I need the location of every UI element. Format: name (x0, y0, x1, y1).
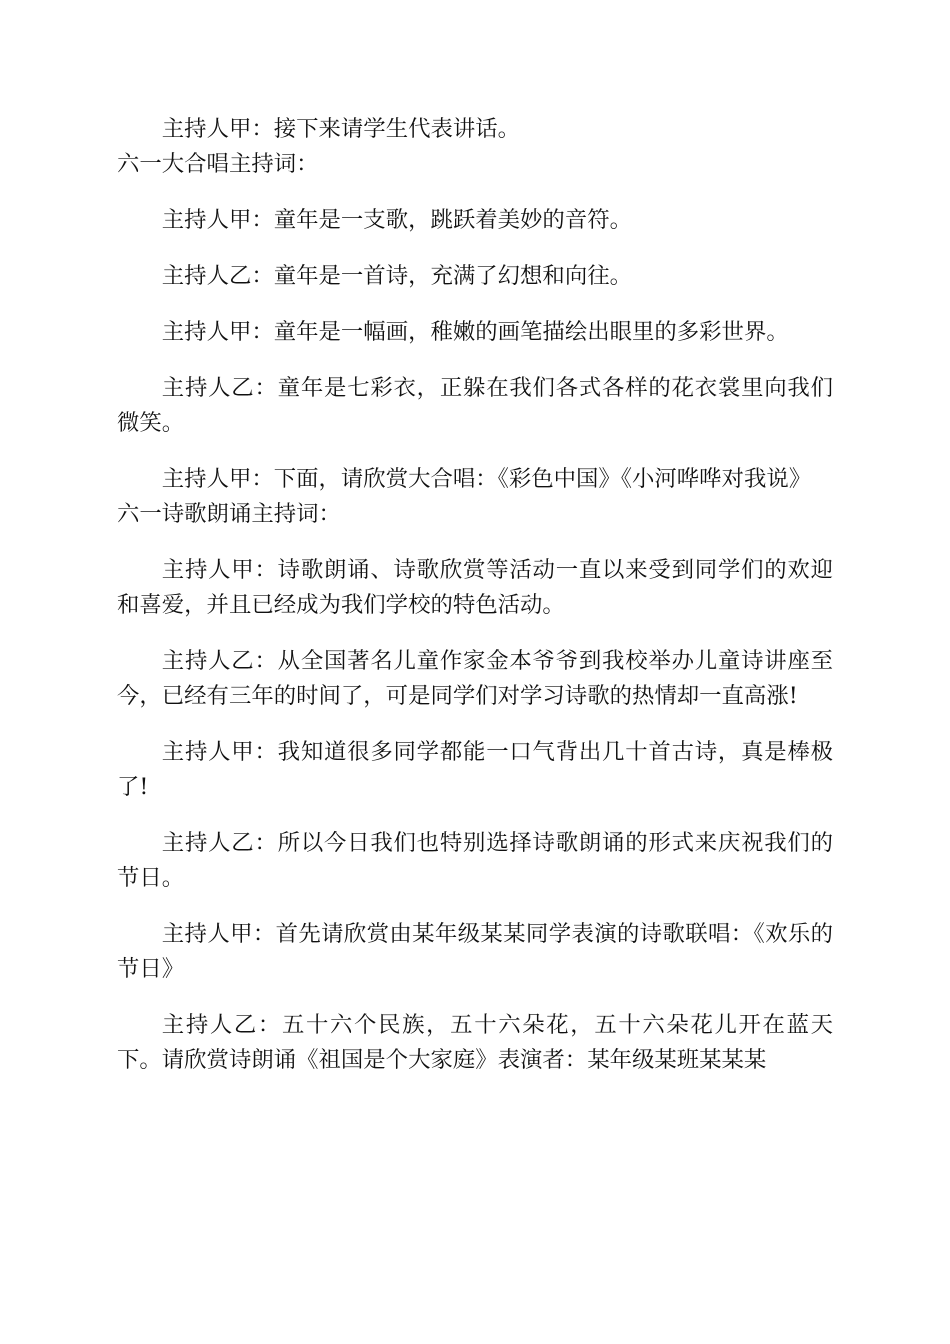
section-heading-poetry: 六一诗歌朗诵主持词： (117, 501, 341, 527)
paragraph-poetry-line-5: 主持人甲：首先请欣赏由某年级某某同学表演的诗歌联唱：《欢乐的节日》 (117, 921, 833, 982)
paragraph-chorus-line-5: 主持人甲：下面，请欣赏大合唱：《彩色中国》《小河哗哗对我说》 (161, 466, 812, 492)
paragraph-host-a-student-speech: 主持人甲：接下来请学生代表讲话。 (161, 116, 521, 142)
paragraph-poetry-line-1: 主持人甲：诗歌朗诵、诗歌欣赏等活动一直以来受到同学们的欢迎和喜爱，并且已经成为我们学校的特色活动。 (117, 557, 833, 618)
paragraph-chorus-line-3: 主持人甲：童年是一幅画，稚嫩的画笔描绘出眼里的多彩世界。 (161, 319, 789, 345)
paragraph-chorus-line-2: 主持人乙：童年是一首诗，充满了幻想和向往。 (161, 263, 632, 289)
paragraph-poetry-line-2: 主持人乙：从全国著名儿童作家金本爷爷到我校举办儿童诗讲座至今，已经有三年的时间了，可是同学们对学习诗歌的热情却一直高涨! (117, 648, 833, 709)
document-body (117, 112, 833, 1078)
paragraph-poetry-line-4: 主持人乙：所以今日我们也特别选择诗歌朗诵的形式来庆祝我们的节日。 (117, 830, 833, 891)
paragraph-poetry-line-3: 主持人甲：我知道很多同学都能一口气背出几十首古诗，真是棒极了! (117, 739, 833, 800)
paragraph-chorus-line-4: 主持人乙：童年是七彩衣，正躲在我们各式各样的花衣裳里向我们微笑。 (117, 375, 833, 436)
section-heading-chorus: 六一大合唱主持词： (117, 151, 319, 177)
paragraph-chorus-line-1: 主持人甲：童年是一支歌，跳跃着美妙的音符。 (161, 207, 632, 233)
paragraph-poetry-line-6: 主持人乙：五十六个民族，五十六朵花，五十六朵花儿开在蓝天下。请欣赏诗朗诵《祖国是个大家庭》表演者：某年级某班某某某 (117, 1012, 833, 1073)
